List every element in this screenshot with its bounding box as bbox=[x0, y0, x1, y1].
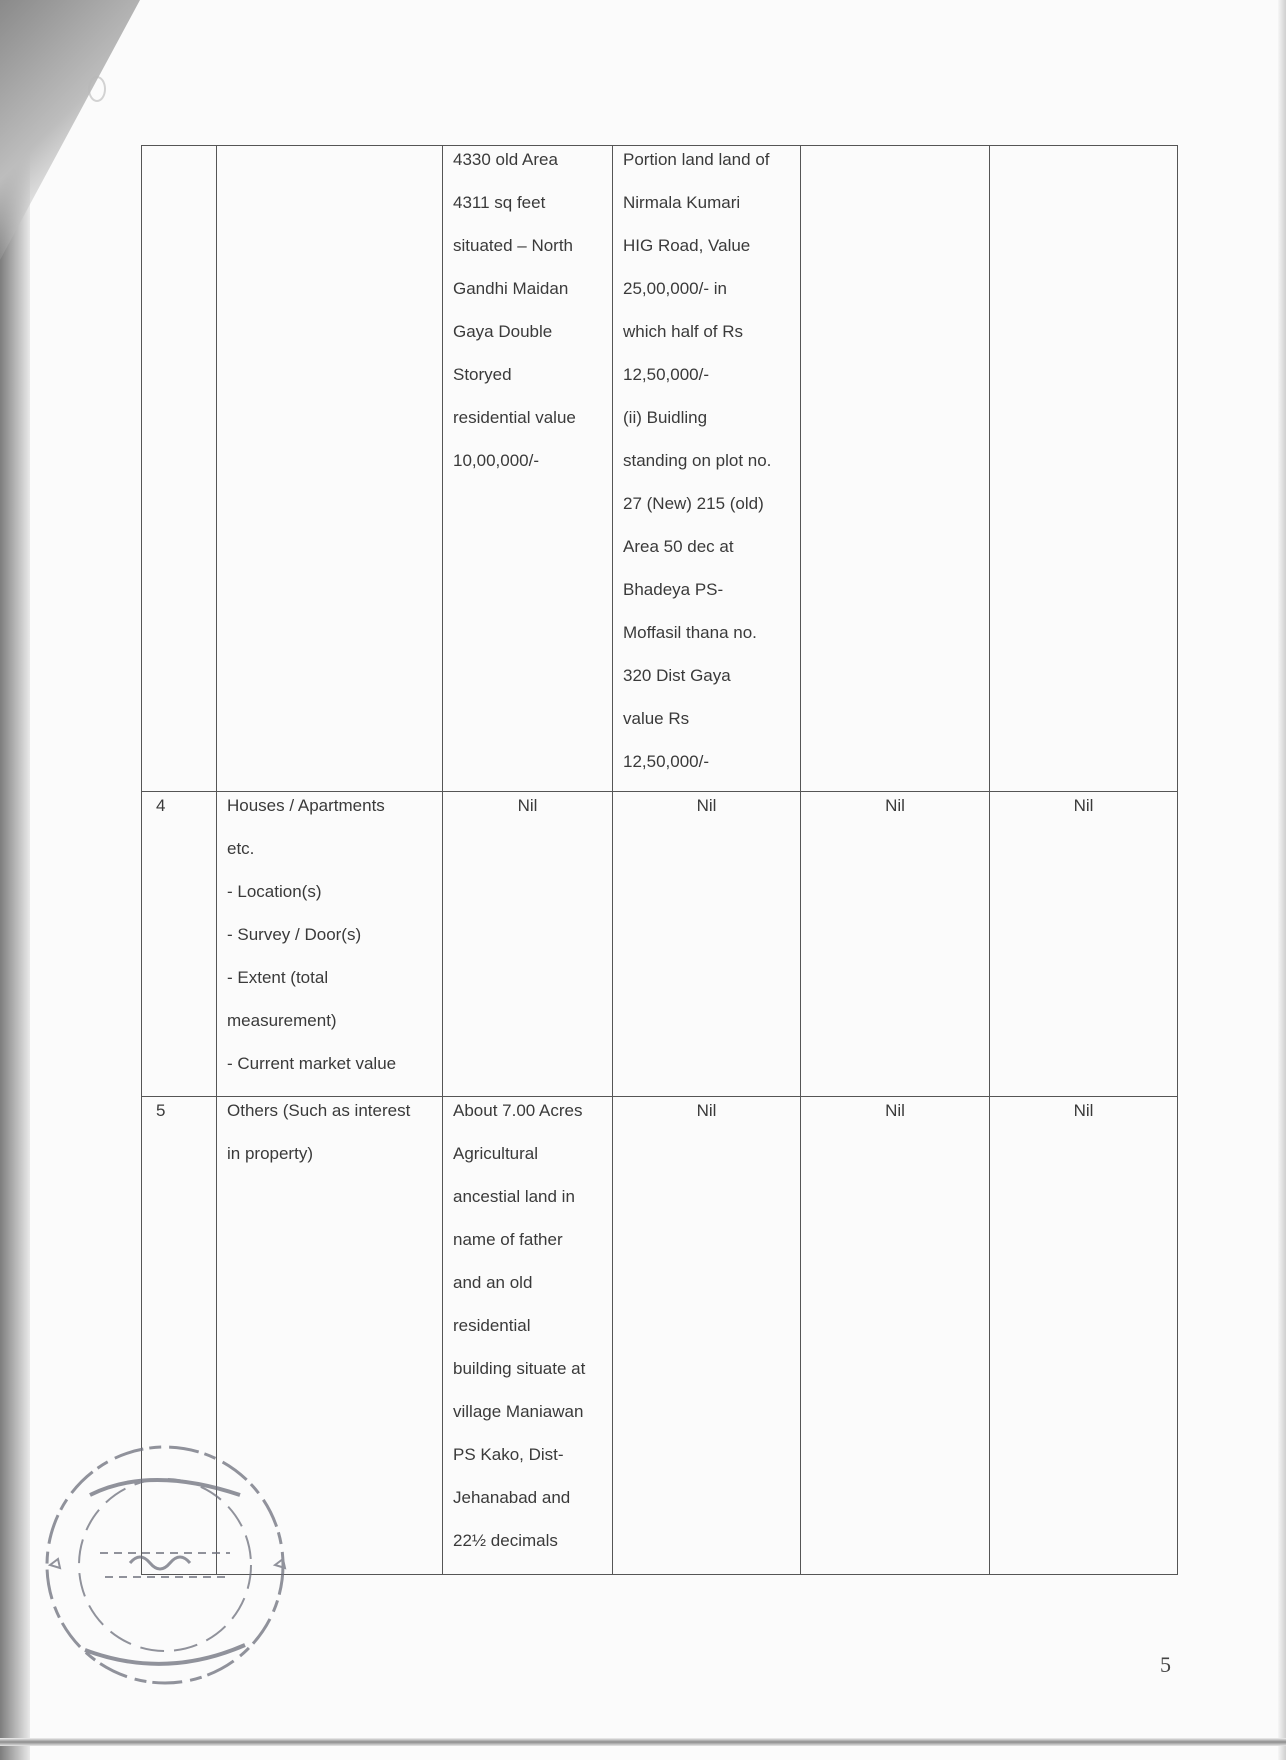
cell-text-line: About 7.00 Acres bbox=[453, 1101, 583, 1120]
cell-text-line: - Survey / Door(s) bbox=[227, 925, 362, 944]
cell-text-line: standing on plot no. bbox=[623, 451, 772, 470]
cell-text-line: Moffasil thana no. bbox=[623, 623, 757, 642]
nil-value: Nil bbox=[885, 1101, 905, 1120]
table-row-continued bbox=[142, 146, 1178, 792]
cell-text-line: 27 (New) 215 (old) bbox=[623, 494, 764, 513]
cell-text-line: value Rs bbox=[623, 709, 690, 728]
cell-text-line: residential bbox=[453, 1316, 531, 1335]
cell-text-line: Area 50 dec at bbox=[623, 537, 734, 556]
cell-text-line: 4330 old Area bbox=[453, 150, 558, 169]
cell-text-line: village Maniawan bbox=[453, 1402, 584, 1421]
cell-text-line: HIG Road, Value bbox=[623, 236, 751, 255]
nil-value: Nil bbox=[885, 796, 905, 815]
cell-text-line: PS Kako, Dist- bbox=[453, 1445, 564, 1464]
cell-text-line: Nirmala Kumari bbox=[623, 193, 741, 212]
cell-col6 bbox=[990, 146, 1178, 792]
cell-text-line: measurement) bbox=[227, 1011, 337, 1030]
cell-text-line: 4311 sq feet bbox=[453, 193, 546, 212]
cell-col5 bbox=[801, 792, 990, 1097]
cell-text-line: which half of Rs bbox=[623, 322, 743, 341]
cell-text-line: 320 Dist Gaya bbox=[623, 666, 731, 685]
cell-text-line: Storyed bbox=[453, 365, 512, 384]
cell-text-line: building situate at bbox=[453, 1359, 586, 1378]
cell-text-line: etc. bbox=[227, 839, 255, 858]
cell-text-line: Others (Such as interest bbox=[227, 1101, 411, 1120]
cell-text-lines bbox=[217, 1097, 442, 1183]
cell-text-line: 25,00,000/- in bbox=[623, 279, 727, 298]
scan-smudge bbox=[88, 76, 106, 102]
cell-col4 bbox=[613, 792, 801, 1097]
cell-text-line: and an old bbox=[453, 1273, 533, 1292]
cell-text-line: ancestial land in bbox=[453, 1187, 575, 1206]
cell-text-line: Agricultural bbox=[453, 1144, 539, 1163]
cell-col5 bbox=[801, 146, 990, 792]
scan-edge-right bbox=[1278, 0, 1286, 1760]
cell-text-line: - Location(s) bbox=[227, 882, 322, 901]
cell-text-line: Houses / Apartments bbox=[227, 796, 385, 815]
cell-col6 bbox=[990, 792, 1178, 1097]
cell-col3 bbox=[443, 146, 613, 792]
cell-text-line: situated – North bbox=[453, 236, 574, 255]
cell-text-lines bbox=[443, 146, 612, 490]
table-row-4 bbox=[142, 792, 1178, 1097]
nil-value: Nil bbox=[696, 1101, 717, 1120]
cell-text-line: in property) bbox=[227, 1144, 313, 1163]
cell-text-line: Gandhi Maidan bbox=[453, 279, 569, 298]
cell-item bbox=[217, 792, 443, 1097]
row-number: 5 bbox=[156, 1101, 166, 1120]
cell-col6 bbox=[990, 1097, 1178, 1575]
cell-item bbox=[217, 146, 443, 792]
cell-text-line: Portion land land of bbox=[623, 150, 770, 169]
cell-col4 bbox=[613, 1097, 801, 1575]
cell-text-line: 10,00,000/- bbox=[453, 451, 540, 470]
cell-text-lines bbox=[217, 792, 442, 1093]
page-number: 5 bbox=[1160, 1652, 1171, 1677]
cell-text-lines bbox=[613, 146, 800, 791]
cell-text-line: Gaya Double bbox=[453, 322, 553, 341]
cell-text-line: Bhadeya PS- bbox=[623, 580, 724, 599]
cell-text-line: - Extent (total bbox=[227, 968, 329, 987]
cell-serial bbox=[142, 146, 217, 792]
cell-col3 bbox=[443, 792, 613, 1097]
cell-text-line: Jehanabad and bbox=[453, 1488, 571, 1507]
notary-seal-stamp bbox=[30, 1425, 300, 1695]
cell-text-line: 22½ decimals bbox=[453, 1531, 558, 1550]
row-number: 4 bbox=[156, 796, 166, 815]
nil-value: Nil bbox=[517, 796, 538, 815]
cell-text-line: residential value bbox=[453, 408, 576, 427]
cell-col5 bbox=[801, 1097, 990, 1575]
cell-text-line: 12,50,000/- bbox=[623, 365, 710, 384]
cell-text-line: (ii) Buidling bbox=[623, 408, 708, 427]
cell-col3 bbox=[443, 1097, 613, 1575]
scan-shadow-left bbox=[0, 0, 30, 1760]
cell-text-line: 12,50,000/- bbox=[623, 752, 710, 771]
nil-value: Nil bbox=[696, 796, 717, 815]
cell-col4 bbox=[613, 146, 801, 792]
assets-table bbox=[141, 145, 1178, 1575]
cell-text-line: name of father bbox=[453, 1230, 563, 1249]
cell-text-line: - Current market value bbox=[227, 1054, 397, 1073]
cell-text-lines bbox=[443, 1097, 612, 1570]
scan-corner-fold bbox=[0, 0, 140, 260]
nil-value: Nil bbox=[1073, 1101, 1094, 1120]
scan-edge-bottom bbox=[0, 1738, 1286, 1746]
cell-serial bbox=[142, 792, 217, 1097]
nil-value: Nil bbox=[1073, 796, 1094, 815]
